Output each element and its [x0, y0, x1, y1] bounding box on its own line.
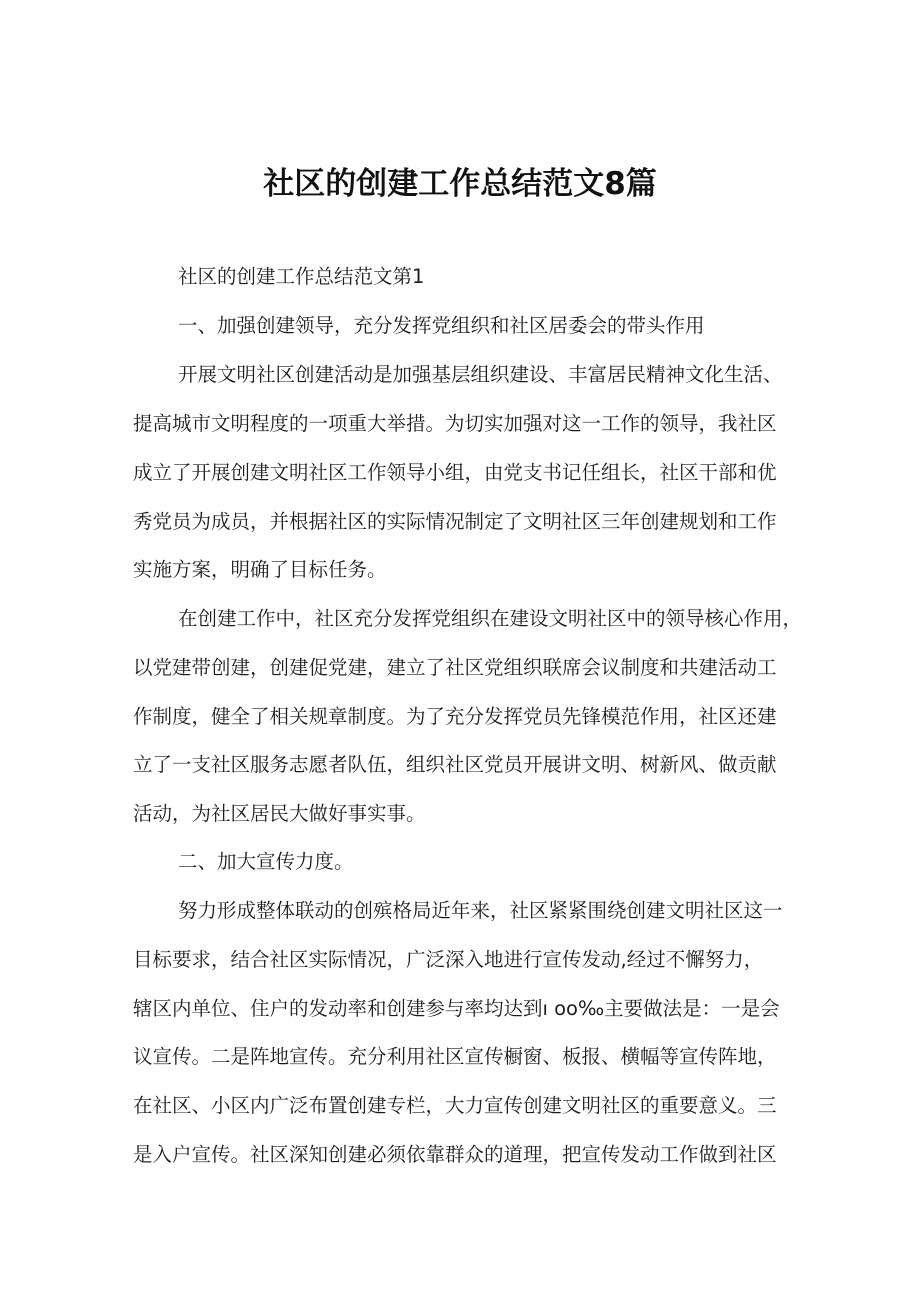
- paragraph-line: 秀党员为成员，并根据社区的实际情况制定了文明社区三年创建规划和工作: [133, 510, 777, 533]
- section-subtitle: 社区的创建工作总结范文第1: [178, 265, 425, 288]
- paragraph-line: 是入户宣传。社区深知创建必须依靠群众的道理，把宣传发动工作做到社区: [133, 1143, 777, 1166]
- paragraph-line: 辖区内单位、住户的发动率和创建参与率均达到ı oo‰主要做法是：一是会: [133, 997, 780, 1020]
- document-title: 社区的创建工作总结范文8篇: [263, 166, 657, 202]
- paragraph-line: 努力形成整体联动的创殡格局近年来，社区紧紧围绕创建文明社区这一: [178, 899, 783, 922]
- paragraph-line: 目标要求，结合社区实际情况，广泛深入地进行宣传发动,经过不懈努力，: [133, 948, 764, 971]
- paragraph-line: 成立了开展创建文明社区工作领导小组，由党支书记任组长，社区干部和优: [133, 461, 777, 484]
- paragraph-line: 作制度，健全了相关规章制度。为了充分发挥党员先锋模范作用，社区还建: [133, 705, 777, 728]
- paragraph-line: 议宣传。二是阵地宣传。充分利用社区宣传橱窗、板报、横幅等宣传阵地，: [133, 1045, 777, 1068]
- paragraph-line: 在创建工作中，社区充分发挥党组织在建设文明社区中的领导核心作用，: [178, 607, 803, 630]
- paragraph-line: 活动，为社区居民大做好事实事。: [133, 802, 426, 825]
- section-heading-1: 一、加强创建领导，充分发挥党组织和社区居委会的带头作用: [178, 314, 705, 337]
- paragraph-line: 以党建带创建，创建促党建，建立了社区党组织联席会议制度和共建活动工: [133, 656, 777, 679]
- paragraph-line: 实施方案，明确了目标任务。: [133, 558, 387, 581]
- section-heading-2: 二、加大宣传力度。: [178, 850, 354, 873]
- paragraph-line: 立了一支社区服务志愿者队伍，组织社区党员开展讲文明、树新风、做贡献: [133, 753, 777, 776]
- paragraph-line: 开展文明社区创建活动是加强基层组织建设、丰富居民精神文化生活、: [178, 363, 783, 386]
- paragraph-line: 在社区、小区内广泛布置创建专栏，大力宣传创建文明社区的重要意义。三: [133, 1094, 777, 1117]
- paragraph-line: 提高城市文明程度的一项重大举措。为切实加强对这一工作的领导，我社区: [133, 412, 777, 435]
